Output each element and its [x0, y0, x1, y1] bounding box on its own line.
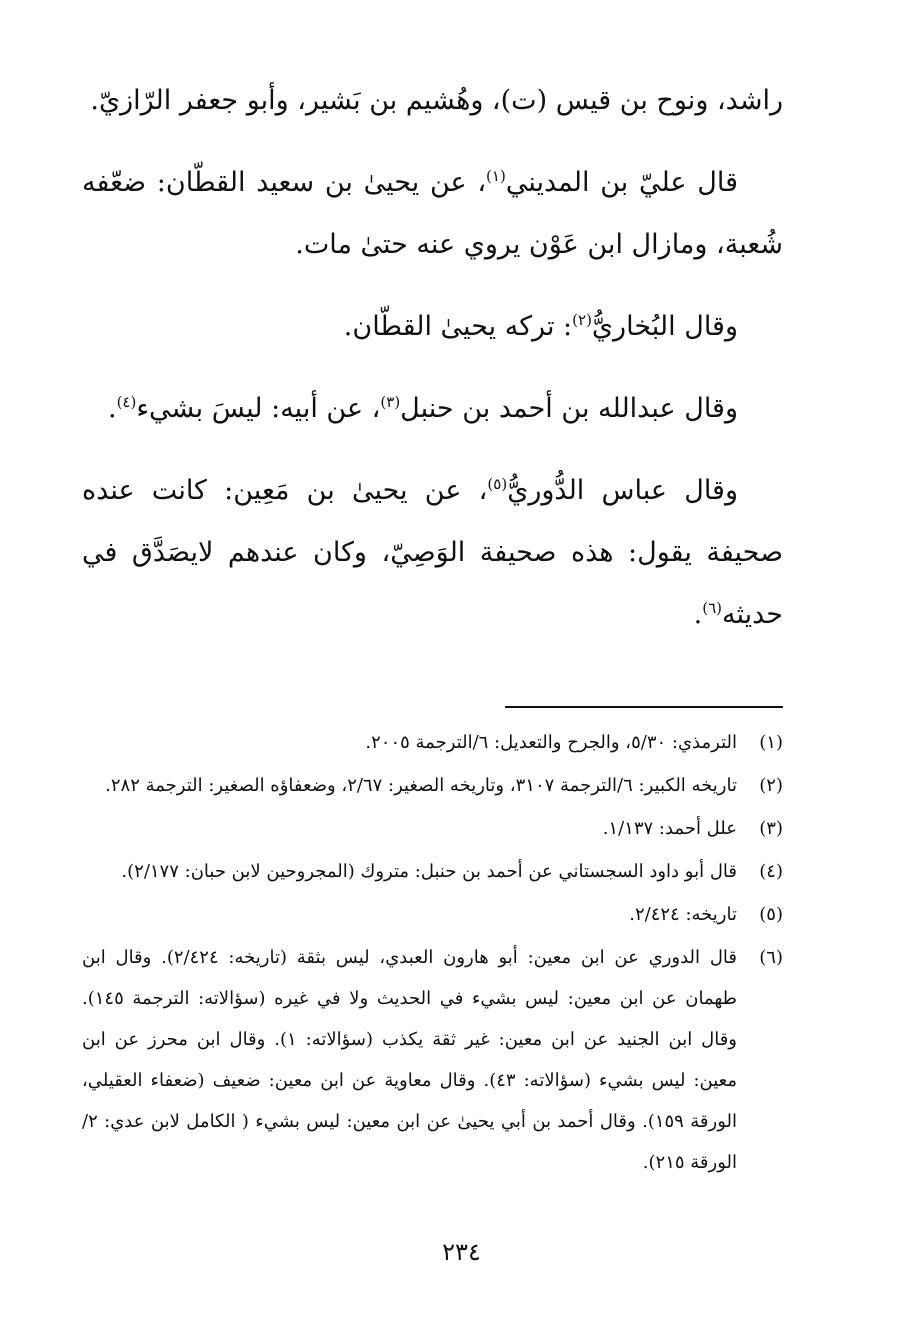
- footnote-number: (٦): [759, 947, 783, 968]
- footnote-text: قال الدوري عن ابن معين: أبو هارون العبدي، ليس بثقة (تاريخه: ٢/٤٢٤). وقال ابن طهمان عن ابن معين: ليس بشيء في الحديث ولا في غيره (سؤالاته: الترجمة ١٤٥). وقال ابن الجنيد عن ابن معين: غير ثقة يكذب (سؤالاته: ١). وقال ابن محرز عن ابن معين: ليس بشيء (سؤالاته: ٤٣). وقال معاوية عن ابن معين: ضعيف (ضعفاء العقيلي، الورقة ١٥٩). وقال أحمد بن أبي يحيىٰ عن ابن معين: ليس بشيء ( الكامل لابن عدي: ٢/الورقة ٢١٥).: [82, 947, 738, 1173]
- footnote-ref-2[interactable]: (٢): [572, 311, 592, 329]
- footnote-6: [82, 937, 783, 1183]
- footnotes: [82, 722, 783, 1185]
- footnote-5: [82, 894, 783, 935]
- paragraph-4-end: .: [107, 393, 117, 424]
- footnote-ref-6[interactable]: (٦): [702, 599, 722, 617]
- paragraph-2: [82, 152, 783, 276]
- footnote-number: (٣): [759, 818, 783, 839]
- footnote-ref-1[interactable]: (١): [486, 167, 506, 185]
- footnote-text: علل أحمد: ١/١٣٧.: [602, 818, 737, 839]
- paragraph-4: [82, 378, 783, 440]
- footnote-number: (٢): [759, 775, 783, 796]
- paragraph-5: [82, 460, 783, 646]
- paragraph-3-rest: : تركه يحيىٰ القطّان.: [343, 311, 573, 342]
- paragraph-1-text: راشد، ونوح بن قيس (ت)، وهُشيم بن بَشير، وأبو جعفر الرّازيّ.: [90, 85, 783, 116]
- paragraph-4-mid: ، عن أبيه: ليسَ بشيء: [136, 393, 381, 424]
- paragraph-3-lead: وقال البُخاريُّ: [591, 311, 738, 342]
- main-text: [82, 70, 783, 666]
- footnote-1: [82, 722, 783, 763]
- footnote-number: (٥): [759, 904, 783, 925]
- footnote-text: قال أبو داود السجستاني عن أحمد بن حنبل: متروك (المجروحين لابن حبان: ٢/١٧٧).: [121, 861, 737, 882]
- footnote-3: [82, 808, 783, 849]
- paragraph-5-end: .: [693, 599, 703, 630]
- footnote-ref-5[interactable]: (٥): [487, 475, 508, 493]
- footnote-number: (٤): [759, 861, 783, 882]
- paragraph-4-lead: وقال عبدالله بن أحمد بن حنبل: [400, 393, 738, 424]
- paragraph-5-lead: وقال عباس الدُّوريُّ: [507, 475, 738, 506]
- footnote-text: تاريخه: ٢/٤٢٤.: [629, 904, 737, 925]
- footnote-divider: [505, 706, 783, 708]
- footnote-text: الترمذي: ٥/٣٠، والجرح والتعديل: ٦/الترجمة ٢٠٠٥.: [365, 732, 737, 753]
- paragraph-2-rest: ، عن يحيىٰ بن سعيد القطّان: ضعّفه شُعبة، ومازال ابن عَوْن يروي عنه حتىٰ مات.: [82, 167, 783, 260]
- page-number: ٢٣٤: [442, 1238, 481, 1266]
- footnote-ref-3[interactable]: (٣): [380, 393, 401, 411]
- footnote-2: [82, 765, 783, 806]
- paragraph-2-lead: قال عليّ بن المديني: [505, 167, 739, 198]
- footnote-number: (١): [759, 732, 783, 753]
- paragraph-3: [82, 296, 783, 358]
- paragraph-5-mid: ، عن يحيىٰ بن مَعِين: كانت عنده صحيفة يقول: هذه صحيفة الوَصِيّ، وكان عندهم لايصَدَّق في حديثه: [82, 475, 783, 630]
- footnote-4: [82, 851, 783, 892]
- footnote-text: تاريخه الكبير: ٦/الترجمة ٣١٠٧، وتاريخه الصغير: ٢/٦٧، وضعفاؤه الصغير: الترجمة ٢٨٢.: [105, 775, 737, 796]
- paragraph-1: [82, 70, 783, 132]
- footnote-ref-4[interactable]: (٤): [116, 393, 137, 411]
